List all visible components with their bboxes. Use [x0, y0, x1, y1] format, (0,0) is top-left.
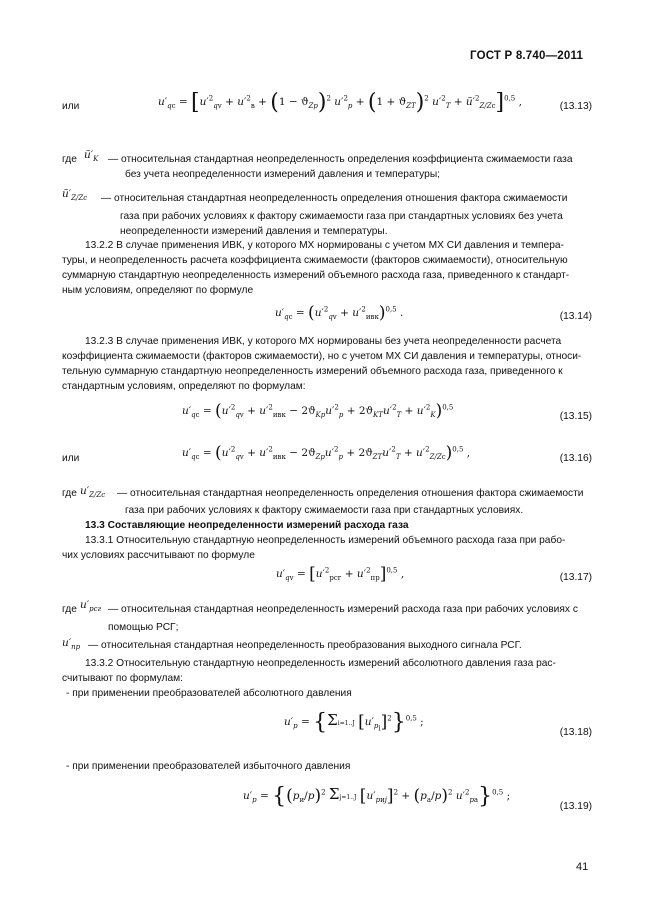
- where-word-3: где: [62, 604, 77, 615]
- or-word-2: или: [62, 453, 80, 464]
- para-13-2-3-line3: тельную суммарную стандартную неопределенность измерений объемного расхода газа, приведенного к: [62, 366, 563, 377]
- eq-label-13-17: (13.17): [559, 572, 592, 583]
- para-13-2-3-line4: стандартным условиям, определяют по формулам:: [62, 381, 306, 392]
- formula-13-16: $u'_{qc} = (u'^2_{qv} + u'^2_{ивк} - 2ϑ_{Zp}u'^2_p + 2ϑ_{ZT}u'^2_T + u'^2_{Z/Zc})^{0,5}$ ,: [182, 443, 471, 463]
- symbol-u-k: $ũ'_K$: [84, 149, 99, 164]
- or-word: или: [62, 101, 80, 112]
- para-13-2-2-line3: суммарную стандартную неопределенность измерений объемного расхода газа, приведенного к стандарт-: [62, 270, 570, 281]
- formula-13-18: $u'_p = \{\Sigma i=1..J$ $[u'_{p_i}]^2\}^{0,5}$ ;: [284, 710, 424, 735]
- para-13-3-1-line1: 13.3.1 Относительную стандартную неопределенность измерений объемного расхода газа при рабо-: [85, 535, 566, 546]
- item-gauge-pressure: - при применении преобразователей избыточного давления: [66, 761, 351, 772]
- para-13-2-2-line2: туры, и неопределенность расчета коэффициента сжимаемости (факторов сжимаемости), относительную: [62, 255, 568, 266]
- para-13-2-3-line1: 13.2.3 В случае применения ИВК, у которого МХ нормированы без учета неопределенности расчета: [85, 336, 562, 347]
- section-heading-13-3: 13.3 Составляющие неопределенности измерений расхода газа: [85, 520, 409, 531]
- definition-uz-line1: — относительная стандартная неопределенность определения отношения фактора сжимаемости: [101, 193, 568, 204]
- eq-label-13-19: (13.19): [559, 801, 592, 812]
- para-13-3-2-line1: 13.3.2 Относительную стандартную неопределенность измерений абсолютного давления газа рас-: [85, 658, 556, 669]
- definition-upr: — относительная стандартная неопределенность преобразования выходного сигнала РСГ.: [88, 640, 522, 651]
- formula-13-17: $u'_{qv} = [u'^2_{рсг} + u'^2_{пр}]^{0,5}$ ,: [276, 564, 405, 584]
- symbol-u-rsg: $u'_{рсг}$: [80, 599, 102, 614]
- para-13-2-2-line1: 13.2.2 В случае применения ИВК, у которого МХ нормированы с учетом МХ СИ давления и темпера-: [85, 240, 564, 251]
- para-13-2-3-line2: коэффициента сжимаемости (факторов сжимаемости), но с учетом МХ СИ давления и температуры, относи-: [62, 351, 582, 362]
- para-13-3-1-line2: чих условиях рассчитывают по формуле: [62, 550, 255, 561]
- definition-urg-line2: помощью РСГ;: [108, 622, 179, 633]
- formula-13-13: $u'_{qc} = [u'^2_{qv} + u'^2_в + (1 - ϑ_{Zp})^2$ $u'^2_p + (1 + ϑ_{ZT})^2$ $u'^2_T$ + $ũ'^2_{Z/Zc}]^{0,5}$ ,: [158, 90, 522, 115]
- formula-13-19: $u'_p = \{(p_и/p)^2$ Σj=1..J $[u'_{pиj}]^2 + (p_а/p)^2$ $u'^2_{pа}\}^{0,5}$ ;: [243, 784, 511, 809]
- symbol-u-pr: $u'_{пр}$: [62, 637, 81, 652]
- definition-uk-line1: — относительная стандартная неопределенность определения коэффициента сжимаемости газа: [108, 154, 573, 165]
- formula-13-15: $u'_{qc} = (u'^2_{qv} + u'^2_{ивк} - 2ϑ_{Kp}u'^2_p + 2ϑ_{KT}u'^2_T + u'^2_K)^{0,5}$: [182, 401, 454, 421]
- definition-uz-line3: неопределенности измерений давления и температуры.: [120, 226, 388, 237]
- eq-label-13-15: (13.15): [559, 411, 592, 422]
- para-13-3-2-line2: считывают по формулам:: [62, 673, 184, 684]
- where-word: где: [62, 154, 77, 165]
- symbol-u-z: $ũ'_{Z/Zc}$: [62, 188, 88, 203]
- para-13-2-2-line4: ным условиям, определяют по формуле: [62, 285, 254, 296]
- definition-urg-line1: — относительная стандартная неопределенность измерений расхода газа при рабочих условиях с: [108, 604, 578, 615]
- eq-label-13-18: (13.18): [559, 727, 592, 738]
- definition-uk-line2: без учета неопределенности измерений давления и температуры;: [125, 169, 440, 180]
- definition-uz-line2: газа при рабочих условиях к фактору сжимаемости газа при стандартных условиях без учета: [120, 211, 563, 222]
- eq-label-13-16: (13.16): [559, 453, 592, 464]
- eq-label-13-13: (13.13): [559, 101, 592, 112]
- definition-uz2-line1: — относительная стандартная неопределенность определения отношения фактора сжимаемости: [117, 488, 584, 499]
- standard-header: ГОСТ Р 8.740—2011: [470, 50, 584, 62]
- eq-label-13-14: (13.14): [559, 311, 592, 322]
- item-absolute-pressure: - при применении преобразователей абсолютного давления: [66, 688, 352, 699]
- where-word-2: где: [62, 488, 77, 499]
- formula-13-14: $u'_{qc} = (u'^2_{qv} + u'^2_{ивк})^{0,5}$ .: [275, 303, 404, 323]
- symbol-u-z-2: $u'_{Z/Zc}$: [80, 485, 106, 500]
- definition-uz2-line2: газа при рабочих условиях к фактору сжимаемости газа при стандартных условиях.: [125, 505, 524, 516]
- page-number: 41: [576, 861, 589, 873]
